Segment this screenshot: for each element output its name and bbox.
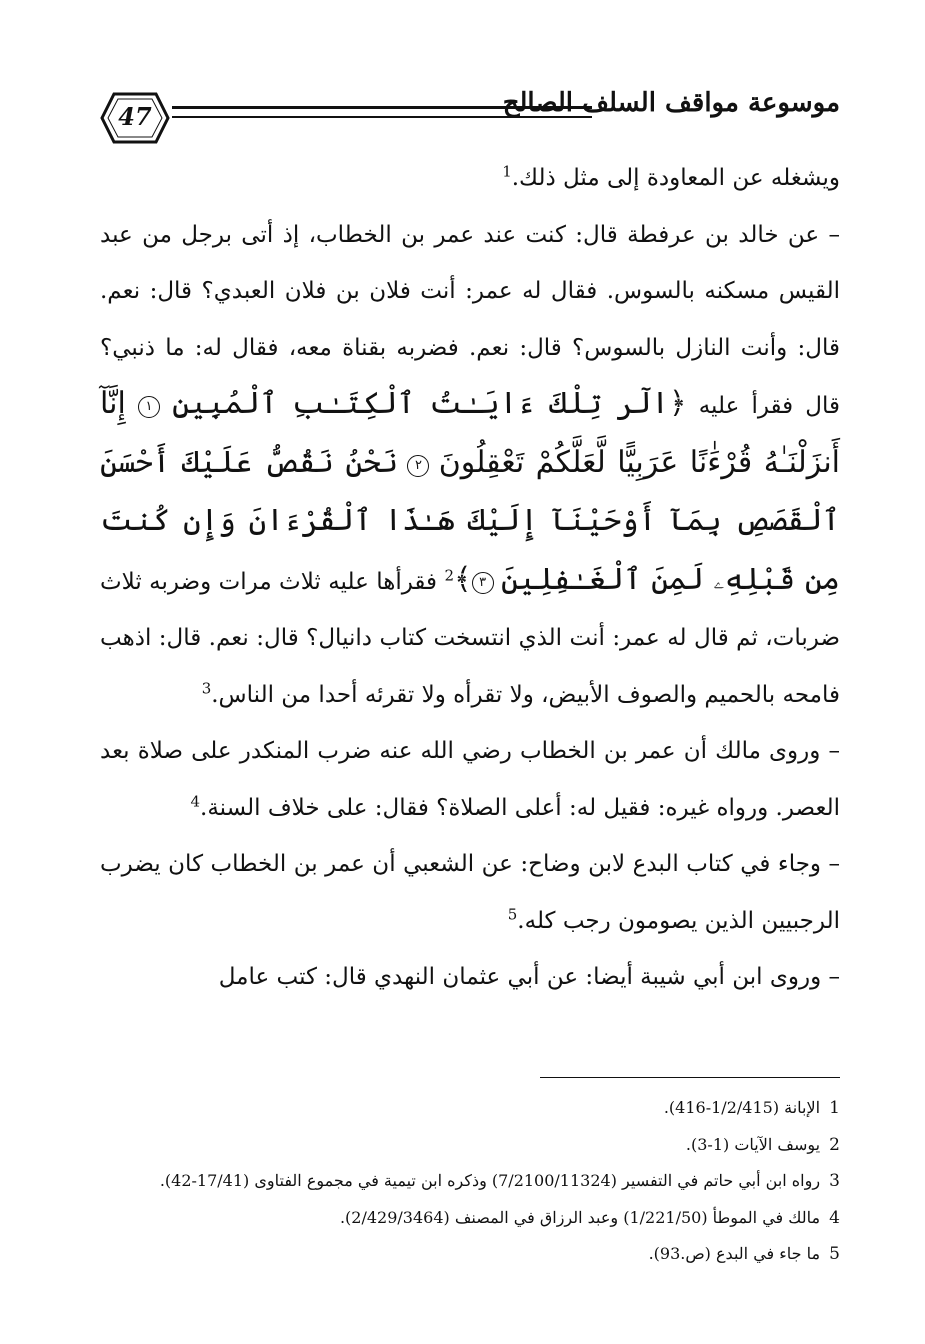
paragraph-3-text: – وروى مالك أن عمر بن الخطاب رضي الله عنه ضرب المنكدر على صلاة بعد العصر. ورواه غيره: فقيل له: أعلى الصلاة؟ فقال: على خلاف السنة. — [100, 738, 840, 821]
footnote-ref-5[interactable]: 5 — [507, 904, 518, 923]
footnote-number: 5 — [829, 1244, 840, 1264]
main-text — [100, 150, 840, 1006]
footnote-text: يوسف الآيات (1-3). — [685, 1134, 821, 1154]
page-header — [100, 88, 840, 148]
paragraph-5 — [100, 949, 840, 1006]
footnote-number: 3 — [829, 1171, 840, 1191]
paragraph-1-text: ويشغله عن المعاودة إلى مثل ذلك. — [511, 165, 840, 191]
footnotes — [100, 1090, 840, 1273]
quran-verse-1: ﴿الٓر تِلْكَ ءَايَـٰتُ ٱلْكِتَـٰبِ ٱلْمُبِينِ — [172, 386, 687, 421]
footnote-number: 4 — [829, 1207, 840, 1228]
footnote-ref-1[interactable]: 1 — [502, 162, 512, 181]
footnote-ref-3[interactable]: 3 — [201, 678, 212, 697]
paragraph-2-text-b: فقرأها عليه ثلاث مرات وضربه ثلاث ضربات، ثم قال له عمر: أنت الذي انتسخت كتاب دانيال؟ قال: نعم. قال: اذهب فامحه بالحميم والصوف الأبيض، ولا تقرأه ولا تقرئه أحدا من الناس. — [100, 568, 840, 708]
paragraph-1 — [100, 150, 840, 207]
footnote-text: مالك في الموطأ (1/221/50) وعبد الرزاق في المصنف (2/429/3464). — [339, 1207, 821, 1227]
paragraph-2 — [100, 207, 840, 724]
footnote-number: 1 — [829, 1098, 840, 1118]
book-title: موسوعة مواقف السلف الصالح — [502, 88, 840, 118]
footnote-text: رواه ابن أبي حاتم في التفسير (7/2100/11324) وذكره ابن تيمية في مجموع الفتاوى (17/41-42). — [159, 1171, 821, 1190]
quran-verse-2: إِنَّآ أَنزَلْنَـٰهُ قُرْءَٰنًا عَرَبِيًّا لَّعَلَّكُمْ تَعْقِلُونَ — [100, 386, 841, 480]
quran-verse-3: نَحْنُ نَقُصُّ عَلَيْكَ أَحْسَنَ ٱلْقَصَصِ بِمَآ أَوْحَيْنَآ إِلَيْكَ هَـٰذَا ٱلْقُرْءَانَ وَإِن كُنتَ مِن قَبْلِهِۦ لَمِنَ ٱلْغَـٰفِلِينَ — [100, 444, 841, 597]
footnote-3 — [100, 1163, 840, 1200]
paragraph-4-text: – وجاء في كتاب البدع لابن وضاح: عن الشعبي أن عمر بن الخطاب كان يضرب الرجبيين الذين يصومون رجب كله. — [100, 851, 840, 934]
paragraph-2-text-a: – عن خالد بن عرفطة قال: كنت عند عمر بن الخطاب، إذ أتى برجل من عبد القيس مسكنه بالسوس. فقال له عمر: أنت فلان بن فلان العبدي؟ قال: نعم. قال: وأنت النازل بالسوس؟ قال: نعم. فضربه بقناة معه، فقال له: ما ذنبي؟ قال فقرأ عليه — [100, 221, 841, 419]
footnote-4 — [100, 1200, 840, 1237]
footnote-5 — [100, 1236, 840, 1273]
footnote-text: الإبانة (1/2/415-416). — [663, 1098, 821, 1117]
paragraph-5-text: – وروى ابن أبي شيبة أيضا: عن أبي عثمان النهدي قال: كتب عامل — [218, 964, 840, 990]
paragraph-4 — [100, 836, 840, 949]
footnote-ref-4[interactable]: 4 — [190, 791, 201, 810]
ayah-marker-3: ٣ — [472, 572, 494, 594]
footnote-divider — [540, 1077, 840, 1078]
footnote-number: 2 — [829, 1134, 840, 1155]
footnote-2 — [100, 1127, 840, 1164]
quran-close-bracket: ﴾ — [453, 561, 472, 597]
footnote-1 — [100, 1090, 840, 1127]
footnote-text: ما جاء في البدع (ص.93). — [648, 1244, 821, 1263]
ayah-marker-1: ١ — [138, 396, 160, 418]
page-number: 47 — [118, 102, 152, 131]
footnote-ref-2[interactable]: 2 — [444, 565, 454, 584]
ayah-marker-2: ٢ — [407, 455, 429, 477]
page-number-badge — [100, 92, 170, 144]
paragraph-3 — [100, 723, 840, 836]
